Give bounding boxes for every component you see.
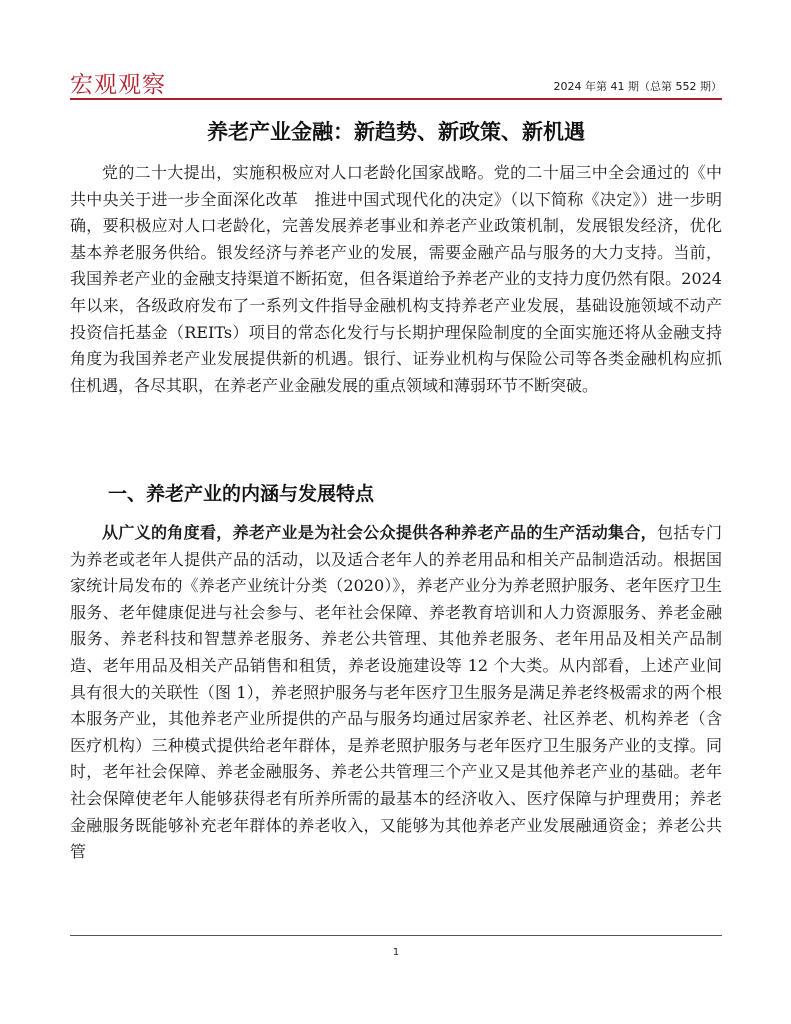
footer-divider: [70, 935, 722, 936]
intro-paragraph: 党的二十大提出，实施积极应对人口老龄化国家战略。党的二十届三中全会通过的《中共中央关于进一步全面深化改革 推进中国式现代化的决定》（以下简称《决定》）进一步明确，要积极应对人口老龄化，完善发展养老事业和养老产业政策机制，发展银发经济，优化基本养老服务供给。银发经济与养老产业的发展，需要金融产品与服务的大力支持。当前，我国养老产业的金融支持渠道不断拓宽，但各渠道给予养老产业的支持力度仍然有限。2024 年以来，各级政府发布了一系列文件指导金融机构支持养老产业发展，基础设施领域不动产投资信托基金（REITs）项目的常态化发行与长期护理保险制度的全面实施还将从金融支持角度为我国养老产业发展提供新的机遇。银行、证券业机构与保险公司等各类金融机构应抓住机遇，各尽其职，在养老产业金融发展的重点领域和薄弱环节不断突破。: [70, 163, 722, 395]
issue-number: 2024 年第 41 期（总第 552 期）: [553, 80, 722, 93]
page-number: 1: [392, 947, 400, 958]
section-1-paragraph: [70, 520, 722, 866]
section-1-lead-sentence: 从广义的角度看，养老产业是为社会公众提供各种养老产品的生产活动集合，: [102, 523, 657, 542]
article-title: 养老产业金融：新趋势、新政策、新机遇: [207, 120, 585, 144]
section-1-body-text: 包括专门为养老或老年人提供产品的活动，以及适合老年人的养老用品和相关产品制造活动。根据国家统计局发布的《养老产业统计分类（2020）》，养老产业分为养老照护服务、老年医疗卫生服务、老年健康促进与社会参与、老年社会保障、养老教育培训和人力资源服务、养老金融服务、养老科技和智慧养老服务、养老公共管理、其他养老服务、老年用品及相关产品制造、老年用品及相关产品销售和租赁，养老设施建设等 12 个大类。从内部看，上述产业间具有很大的关联性（图 1），养老照护服务与老年医疗卫生服务是满足养老终极需求的两个根本服务产业，其他养老产业所提供的产品与服务均通过居家养老、社区养老、机构养老（含医疗机构）三种模式提供给老年群体，是养老照护服务与老年医疗卫生服务产业的支撑。同时，老年社会保障、养老金融服务、养老公共管理三个产业又是其他养老产业的基础。老年社会保障使老年人能够获得老有所养所需的最基本的经济收入、医疗保障与护理费用；养老金融服务既能够补充老年群体的养老收入，又能够为其他养老产业发展融通资金；养老公共管: [70, 523, 722, 862]
header-divider: [70, 98, 722, 100]
publication-brand: 宏观观察: [70, 72, 166, 98]
section-heading-1: 一、养老产业的内涵与发展特点: [108, 483, 375, 505]
